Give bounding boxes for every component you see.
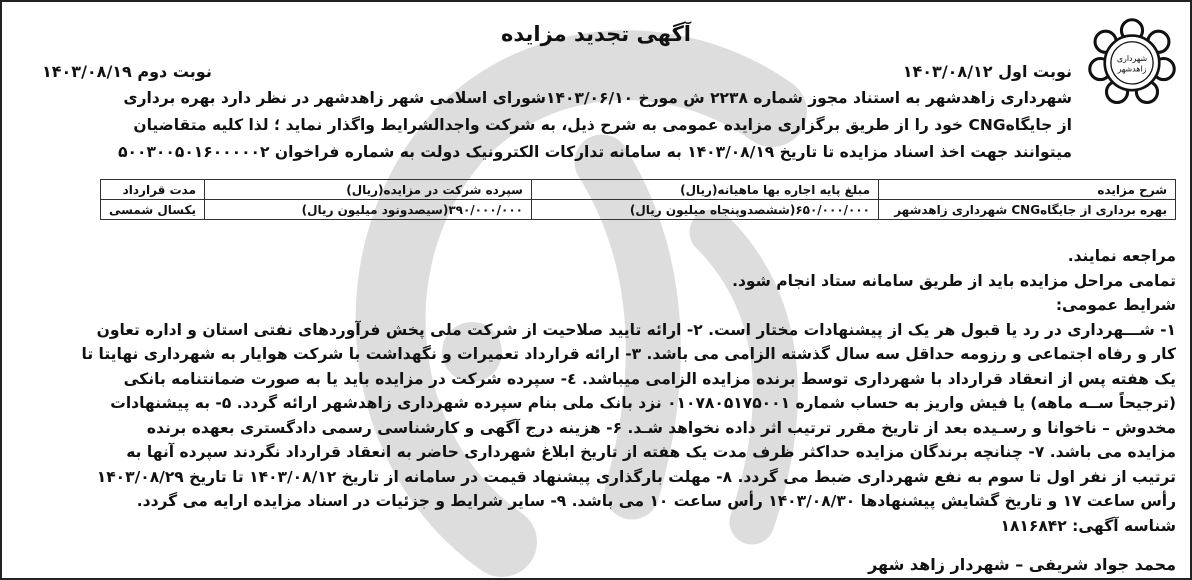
table-header-cell: مبلغ پایه اجاره بها ماهیانه(ریال) — [532, 180, 879, 200]
notice-title: آگهی تجدید مزایده — [501, 22, 691, 46]
table-cell: ۶۵۰/۰۰۰/۰۰۰(ششصدوپنجاه میلیون ریال) — [532, 200, 879, 220]
body-line: رأس ساعت ۱۷ و تاریخ گشایش پیشنهادها ۱۴۰۳/۰۸/۳۰ رأس ساعت ۱۰ می باشد. ۹- سایر شرایط و جزئیات در اسناد مزایده ارایه می گردد. — [136, 492, 1176, 510]
table-header-row — [101, 180, 1176, 200]
signature: محمد جواد شریفی – شهردار زاهد شهر — [868, 555, 1176, 574]
intro-line: میتوانند جهت اخذ اسناد مزایده تا تاریخ ۱۴۰۳/۰۸/۱۹ به سامانه تدارکات الکترونیک دولت به شماره فراخوان ۵۰۰۳۰۰۵۰۱۶۰۰۰۰۰۲ — [118, 143, 1072, 161]
table-row — [101, 200, 1176, 220]
table-cell: بهره برداری از جایگاهCNG شهرداری زاهدشهر — [879, 200, 1176, 220]
intro-line: شهرداری زاهدشهر به استناد مجوز شماره ۲۲۳۸ ش مورخ ۱۴۰۳/۰۶/۱۰شورای اسلامی شهر زاهدشهر در نظر دارد بهره برداری — [123, 89, 1072, 107]
svg-text:زاهدشهر: زاهدشهر — [1117, 64, 1147, 74]
second-turn-date: نوبت دوم ۱۴۰۳/۰۸/۱۹ — [42, 62, 212, 81]
conditions-heading: شرایط عمومی: — [1055, 296, 1176, 314]
table-cell: یکسال شمسی — [101, 200, 205, 220]
table-cell: ۳۹۰/۰۰۰/۰۰۰(سیصدونود میلیون ریال) — [205, 200, 532, 220]
table-header-cell: سپرده شرکت در مزایده(ریال) — [205, 180, 532, 200]
body-line: کار و رفاه اجتماعی و رزومه حداقل سه سال گذشته الزامی می باشد. ۳- ارائه قرارداد تعمیرات و نگهداشت با شرکت هوایار به شهرداری نهایتا تا — [81, 345, 1176, 363]
body-line: مخدوش – ناخوانا و رسـیده بعد از تاریخ مقرر ترتیب اثر داده نخواهد شـد. ۶- هزینه درج آگهی و کارشناسی رسمی دادگستری بعهده برنده — [146, 418, 1176, 437]
body-line: ۱- شـــهرداری در رد یا قبول هر یک از پیشنهادات مختار است. ۲- ارائه تایید صلاحیت از شرکت ملی پخش فرآوردهای نفتی استان و اداره تعاون — [96, 320, 1176, 339]
conditions-section — [16, 244, 1176, 538]
notice-id: شناسه آگهی: ۱۸۱۶۸۴۲ — [1000, 516, 1176, 535]
intro-paragraph — [16, 85, 1072, 166]
first-turn-date: نوبت اول ۱۴۰۳/۰۸/۱۲ — [902, 62, 1072, 81]
body-line: (ترجیحاً ســه ماهه) یا فیش واریز به حساب شماره ۰۱۰۷۸۰۵۱۷۵۰۰۱ نزد بانک ملی بنام سپرده شهرداری زاهدشهر ارائه گردد. ۵- به پیشنهادات — [110, 394, 1176, 412]
body-line: ترتیب از نفر اول تا سوم به نفع شهرداری ضبط می گردد. ۸- مهلت بارگذاری پیشنهاد قیمت در سامانه از تاریخ ۱۴۰۳/۰۸/۱۲ تا تاریخ ۱۴۰۳/۰۸/۲۹ — [96, 467, 1176, 486]
table-header-cell: مدت قرارداد — [101, 180, 205, 200]
body-line: مزایده می باشد. ۷- چنانچه برندگان مزایده حداکثر ظرف مدت یک هفته از تاریخ ابلاغ شهرداری حاضر به انعقاد قرارداد نگردند سپرده آنها به — [126, 443, 1176, 461]
svg-text:شهرداری: شهرداری — [1116, 54, 1148, 64]
body-line: یک هفته پس از انعقاد قرارداد با شهرداری توسط برنده مزایده الزامی میباشد. ٤- سپرده شرکت در مزایده باید یا به صورت ضمانتنامه بانکی — [123, 369, 1176, 388]
body-line: مراجعه نمایند. — [1067, 247, 1176, 265]
table-header-cell: شرح مزایده — [879, 180, 1176, 200]
auction-table — [100, 179, 1176, 220]
body-line: تمامی مراحل مزایده باید از طریق سامانه ستاد انجام شود. — [732, 271, 1176, 290]
intro-line: از جایگاهCNG خود را از طریق برگزاری مزایده عمومی به شرح ذیل، به شرکت واجدالشرایط واگذار نماید ؛ لذا کلیه متقاضیان — [133, 116, 1072, 134]
